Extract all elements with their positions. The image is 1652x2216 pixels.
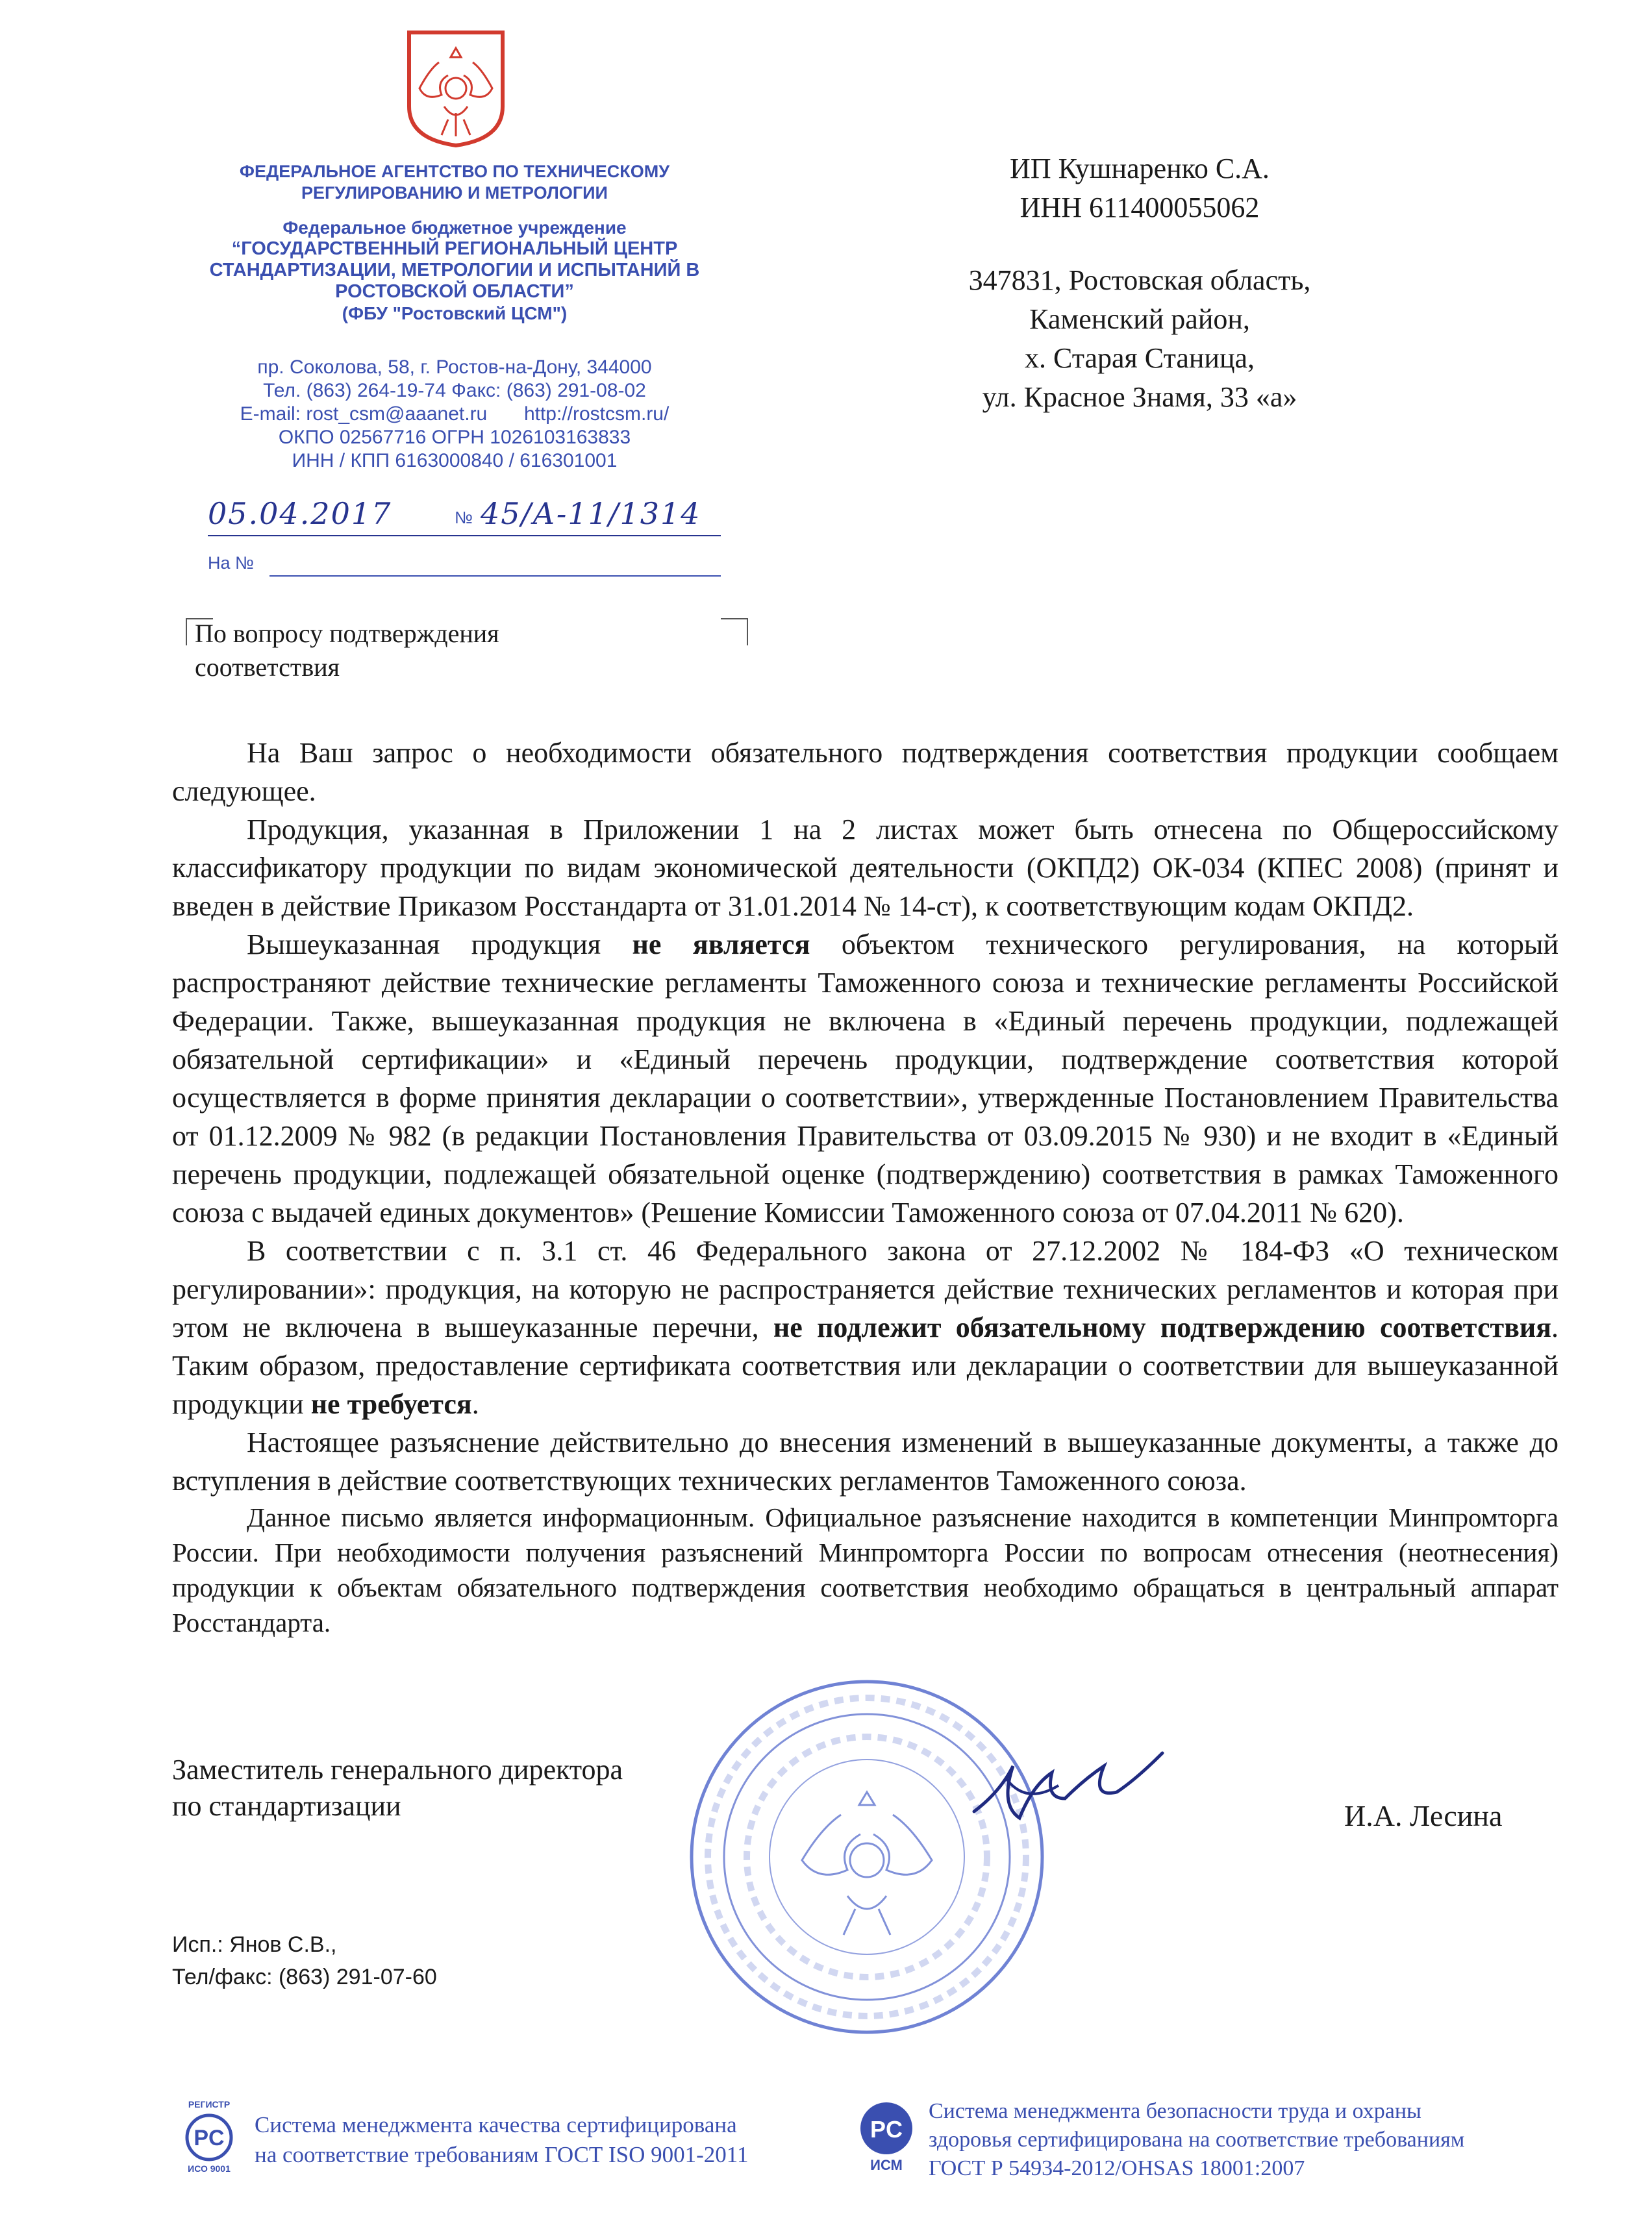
cert1-line: Система менеджмента качества сертифицирована bbox=[255, 2112, 737, 2137]
cert2-line: Система менеджмента безопасности труда и охраны bbox=[929, 2099, 1421, 2123]
registration-line bbox=[208, 496, 721, 536]
reference-line bbox=[208, 551, 721, 578]
paragraph-3-text: объектом технического регулирования, на который распространяют действие технические регламенты Таможенного союза и технические регламенты Российской Федерации. Также, вышеуказанная продукция не включена в «Единый перечень продукции, подлежащей обязательной сертификации» и «Единый перечень продукции, подтверждение соответствия которой осуществляется в форме принятия декларации о соответствии», утвержденные Постановлением Правительства от 01.12.2009 № 982 (в редакции Постановления Правительства от 03.09.2015 № 930) и не входит в «Единый перечень продукции, подлежащей обязательной оценке (подтверждению) соответствия в рамках Таможенного союза с выдачей единых документов» (Решение Комиссии Таможенного союза от 07.04.2011 № 620). bbox=[172, 928, 1558, 1228]
subject-line: соответствия bbox=[195, 653, 340, 682]
okpo-ogrn: ОКПО 02567716 ОГРН 1026103163833 bbox=[278, 427, 631, 448]
institution-name: “ГОСУДАРСТВЕННЫЙ РЕГИОНАЛЬНЫЙ ЦЕНТР СТАНДАРТИЗАЦИИ, МЕТРОЛОГИИ И ИСПЫТАНИЙ В РОСТОВСКОЙ ОБЛАСТИ” bbox=[209, 238, 700, 302]
subject-block bbox=[195, 617, 779, 684]
paragraph-2: Продукция, указанная в Приложении 1 на 2 листах может быть отнесена по Общероссийскому классификатору продукции по видам экономической деятельности (ОКПД2) ОК-034 (КПЕС 2008) (принят и введен в действие Приказом Росстандарта от 31.01.2014 № 14-ст), к соответствующим кодам ОКПД2. bbox=[172, 814, 1558, 922]
reference-label: На № bbox=[208, 553, 254, 573]
recipient-address-line: Каменский район, bbox=[1029, 303, 1250, 335]
agency-title: ФЕДЕРАЛЬНОЕ АГЕНТСТВО ПО ТЕХНИЧЕСКОМУ РЕГУЛИРОВАНИЮ И МЕТРОЛОГИИ bbox=[239, 162, 670, 203]
paragraph-5: Настоящее разъяснение действительно до внесения изменений в вышеуказанные документы, а также до вступления в действие соответствующих технических регламентов Таможенного союза. bbox=[172, 1426, 1558, 1497]
registration-number-label: № bbox=[455, 508, 473, 527]
cert2-line: здоровья сертифицирована на соответствие требованиям bbox=[929, 2128, 1465, 2152]
contacts-block bbox=[169, 356, 740, 473]
cert2-line: ГОСТ Р 54934-2012/OHSAS 18001:2007 bbox=[929, 2156, 1305, 2180]
handwritten-signature bbox=[968, 1740, 1175, 1837]
phone-fax: Тел. (863) 264-19-74 Факс: (863) 291-08-02 bbox=[263, 380, 646, 401]
cert1-line: на соответствие требованиям ГОСТ ISO 9001-2011 bbox=[255, 2142, 749, 2167]
quality-certification-logo bbox=[170, 2097, 248, 2175]
quality-certification-text bbox=[255, 2110, 826, 2170]
email: E-mail: rost_csm@aaanet.ru bbox=[240, 403, 488, 425]
recipient-inn: ИНН 611400055062 bbox=[1020, 192, 1260, 223]
registration-date: 05.04.2017 bbox=[208, 496, 392, 531]
inn-kpp: ИНН / КПП 6163000840 / 616301001 bbox=[292, 450, 618, 471]
institution-short-name: (ФБУ "Ростовский ЦСМ") bbox=[342, 303, 568, 323]
signatory-position bbox=[172, 1752, 757, 1824]
email-website-row bbox=[169, 403, 740, 426]
svg-text:PC: PC bbox=[194, 2126, 225, 2150]
paragraph-6: Данное письмо является информационным. Официальное разъяснение находится в компетенции Минпромторга России. При необходимости получения разъяснений Минпромторга России по вопросам отнесения (неотнесения) продукции к объектам обязательного подтверждения соответствия необходимо обращаться в центральный аппарат Росстандарта. bbox=[172, 1502, 1558, 1637]
position-line: по стандартизации bbox=[172, 1790, 401, 1822]
paragraph-3-text: Вышеуказанная продукция bbox=[247, 928, 632, 960]
safety-certification-logo bbox=[847, 2096, 925, 2174]
executor-phone: Тел/факс: (863) 291-07-60 bbox=[172, 1965, 437, 1989]
paragraph-4-bold: не подлежит обязательному подтверждению соответствия bbox=[773, 1312, 1552, 1343]
executor-block bbox=[172, 1928, 437, 1993]
paragraph-4-text: В соответствии с п. 3.1 ст. 46 Федерального закона от 27.12.2002 № 184-ФЗ «О техническом регулировании»: продукция, на которую не распространяется действие технических регламентов и которая при этом не включена в вышеуказанные перечни, bbox=[172, 1235, 1558, 1343]
paragraph-4 bbox=[172, 1232, 1558, 1423]
recipient-address-line: х. Старая Станица, bbox=[1024, 342, 1255, 374]
recipient-name: ИП Кушнаренко С.А. bbox=[1010, 153, 1270, 184]
recipient-block bbox=[896, 149, 1383, 417]
institution-type: Федеральное бюджетное учреждение bbox=[282, 218, 627, 238]
official-stamp bbox=[685, 1675, 1049, 2039]
agency-name bbox=[169, 161, 740, 204]
paragraph-1: На Ваш запрос о необходимости обязательного подтверждения соответствия продукции сообщаем следующее. bbox=[172, 737, 1558, 807]
svg-text:ИСМ: ИСМ bbox=[870, 2157, 903, 2173]
signer-name: И.А. Лесина bbox=[1344, 1799, 1503, 1832]
registration-number: 45/А-11/1314 bbox=[481, 496, 701, 531]
recipient-address-line: 347831, Ростовская область, bbox=[968, 264, 1311, 296]
position-line: Заместитель генерального директора bbox=[172, 1754, 623, 1786]
paragraph-4-text: . Таким образом, предоставление сертификата соответствия или декларации о соответствии для вышеуказанной продукции bbox=[172, 1312, 1559, 1420]
paragraph-3 bbox=[172, 925, 1558, 1232]
subject-line: По вопросу подтверждения bbox=[195, 619, 499, 648]
address: пр. Соколова, 58, г. Ростов-на-Дону, 344000 bbox=[257, 356, 652, 378]
letter-body bbox=[172, 734, 1558, 1640]
website: http://rostcsm.ru/ bbox=[523, 403, 670, 425]
institution-block bbox=[169, 217, 740, 324]
svg-text:PC: PC bbox=[870, 2116, 903, 2143]
svg-text:РЕГИСТР: РЕГИСТР bbox=[188, 2099, 231, 2110]
coat-of-arms-emblem bbox=[405, 29, 507, 148]
paragraph-3-bold: не является bbox=[632, 928, 810, 960]
reference-blank bbox=[269, 575, 721, 577]
paragraph-4-text: . bbox=[471, 1388, 479, 1420]
svg-text:ИСО 9001: ИСО 9001 bbox=[188, 2163, 231, 2174]
recipient-address-line: ул. Красное Знамя, 33 «а» bbox=[982, 381, 1297, 413]
safety-certification-text bbox=[929, 2097, 1578, 2183]
paragraph-4-bold: не требуется bbox=[310, 1388, 472, 1420]
executor-name: Исп.: Янов С.В., bbox=[172, 1932, 337, 1957]
